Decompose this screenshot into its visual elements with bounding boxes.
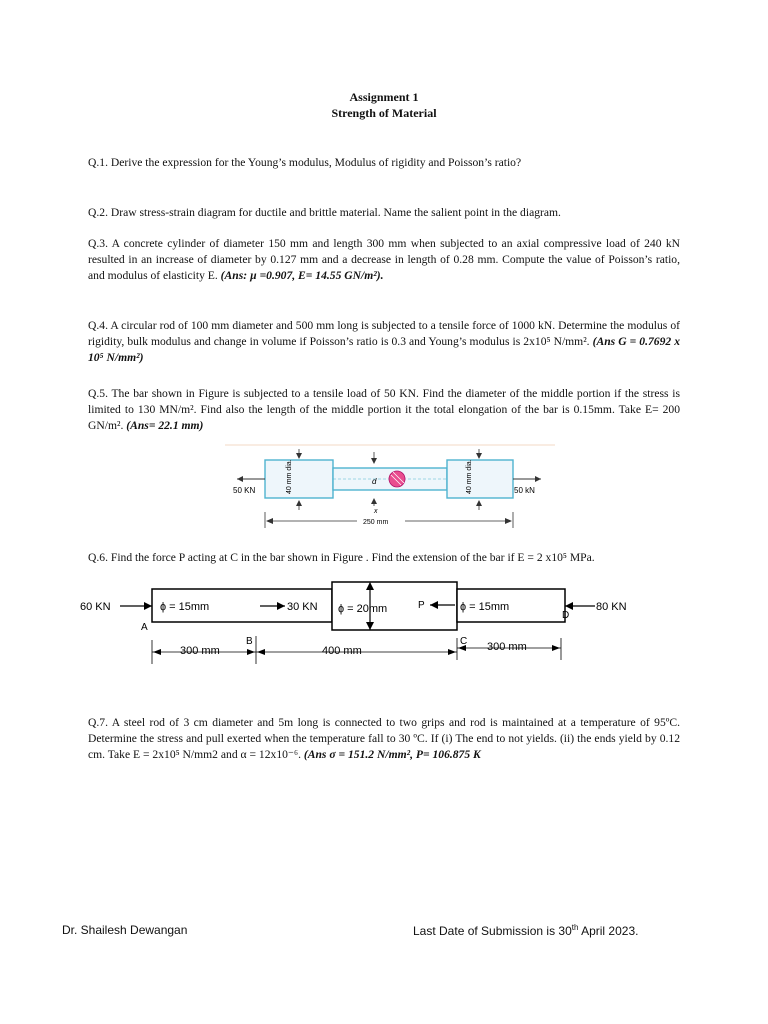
question-3 — [88, 236, 680, 285]
dia-1-label: ɸ = 15mm — [160, 601, 210, 613]
length-2-label: 400 mm — [322, 645, 362, 657]
cross-section-circle — [389, 471, 405, 487]
question-1: Q.1. Derive the expression for the Young’s modulus, Modulus of rigidity and Poisson’s ratio? — [88, 156, 522, 169]
figure-stepped-bar — [225, 442, 555, 537]
point-b-label: B — [246, 636, 253, 647]
force-left-label: 60 KN — [80, 601, 111, 613]
length-label: 250 mm — [363, 519, 389, 526]
bar-left-block — [265, 460, 333, 498]
question-3-text: Q.3. A concrete cylinder of diameter 150 mm and length 300 mm when subjected to an axial compressive load of 240 kN resulted in an increase of diameter by 0.127 mm and a decrease in length of 0.28 mm. Compute the value of Poisson’s ratio, and modulus of elasticity E. — [88, 237, 680, 283]
question-3-answer: (Ans: µ =0.907, E= 14.55 GN/m²). — [220, 269, 384, 283]
assignment-title: Assignment 1 — [349, 90, 419, 104]
load-left-label: 50 KN — [233, 486, 256, 495]
dia-3-label: ɸ = 15mm — [460, 601, 510, 613]
force-p-label: P — [418, 600, 425, 611]
dia-2-label: ɸ = 20mm — [338, 603, 388, 615]
subject-title: Strength of Material — [331, 106, 437, 120]
question-2: Q.2. Draw stress-strain diagram for ductile and brittle material. Name the salient point in the diagram. — [88, 206, 561, 219]
question-5 — [88, 386, 680, 435]
length-1-label: 300 mm — [180, 645, 220, 657]
question-7-answer: (Ans σ = 151.2 N/mm², P= 106.875 K — [303, 748, 481, 762]
force-right-label: 80 KN — [596, 601, 627, 613]
dia-left-label: 40 mm dia. — [286, 459, 293, 494]
question-4 — [88, 318, 680, 367]
deadline-suffix: April 2023. — [578, 924, 639, 938]
load-right-label: 50 kN — [514, 486, 535, 495]
point-c-label: C — [460, 636, 468, 647]
force-30-label: 30 KN — [287, 601, 318, 613]
d-label: d — [372, 477, 377, 486]
question-4-text: Q.4. A circular rod of 100 mm diameter and 500 mm long is subjected to a tensile force of 1000 kN. Determine the modulus of rigidity, bulk modulus and change in volume if Poisson’s ratio is 0.3 and Young’s modulus is 2x10⁵ N/mm². — [88, 319, 680, 349]
x-label: x — [374, 508, 378, 515]
author-name: Dr. Shailesh Dewangan — [62, 923, 188, 937]
bar-right-block — [447, 460, 513, 498]
question-6: Q.6. Find the force P acting at C in the bar shown in Figure . Find the extension of the bar if E = 2 x10⁵ MPa. — [88, 551, 595, 564]
deadline-prefix: Last Date of Submission is 30 — [413, 924, 572, 938]
point-d-label: D — [562, 610, 570, 621]
deadline-sup: th — [571, 923, 579, 932]
length-3-label: 300 mm — [487, 641, 527, 653]
question-4-answer: (Ans G = 0.7692 x 10⁵ N/mm²) — [88, 335, 680, 365]
figure-composite-bar — [70, 580, 670, 672]
question-7 — [88, 715, 680, 764]
question-7-text: Q.7. A steel rod of 3 cm diameter and 5m long is connected to two grips and rod is maintained at a temperature of 95ºC. Determine the stress and pull exerted when the temperature fall to 30 ºC. If (i) The end to not yields. (ii) the ends yield by 0.12 cm. Take E = 2x10⁵ N/mm2 and α = 12x10⁻⁶. — [88, 716, 680, 762]
submission-deadline — [413, 923, 638, 938]
dia-right-label: 40 mm dia. — [466, 459, 473, 494]
question-5-answer: (Ans= 22.1 mm) — [126, 419, 204, 433]
question-5-text: Q.5. The bar shown in Figure is subjected to a tensile load of 50 KN. Find the diameter of the middle portion if the stress is limited to 130 MN/m². Find also the length of the middle portion it the total elongation of the bar is 0.15mm. Take E= 200 GN/m². — [88, 387, 680, 433]
point-a-label: A — [141, 622, 148, 633]
